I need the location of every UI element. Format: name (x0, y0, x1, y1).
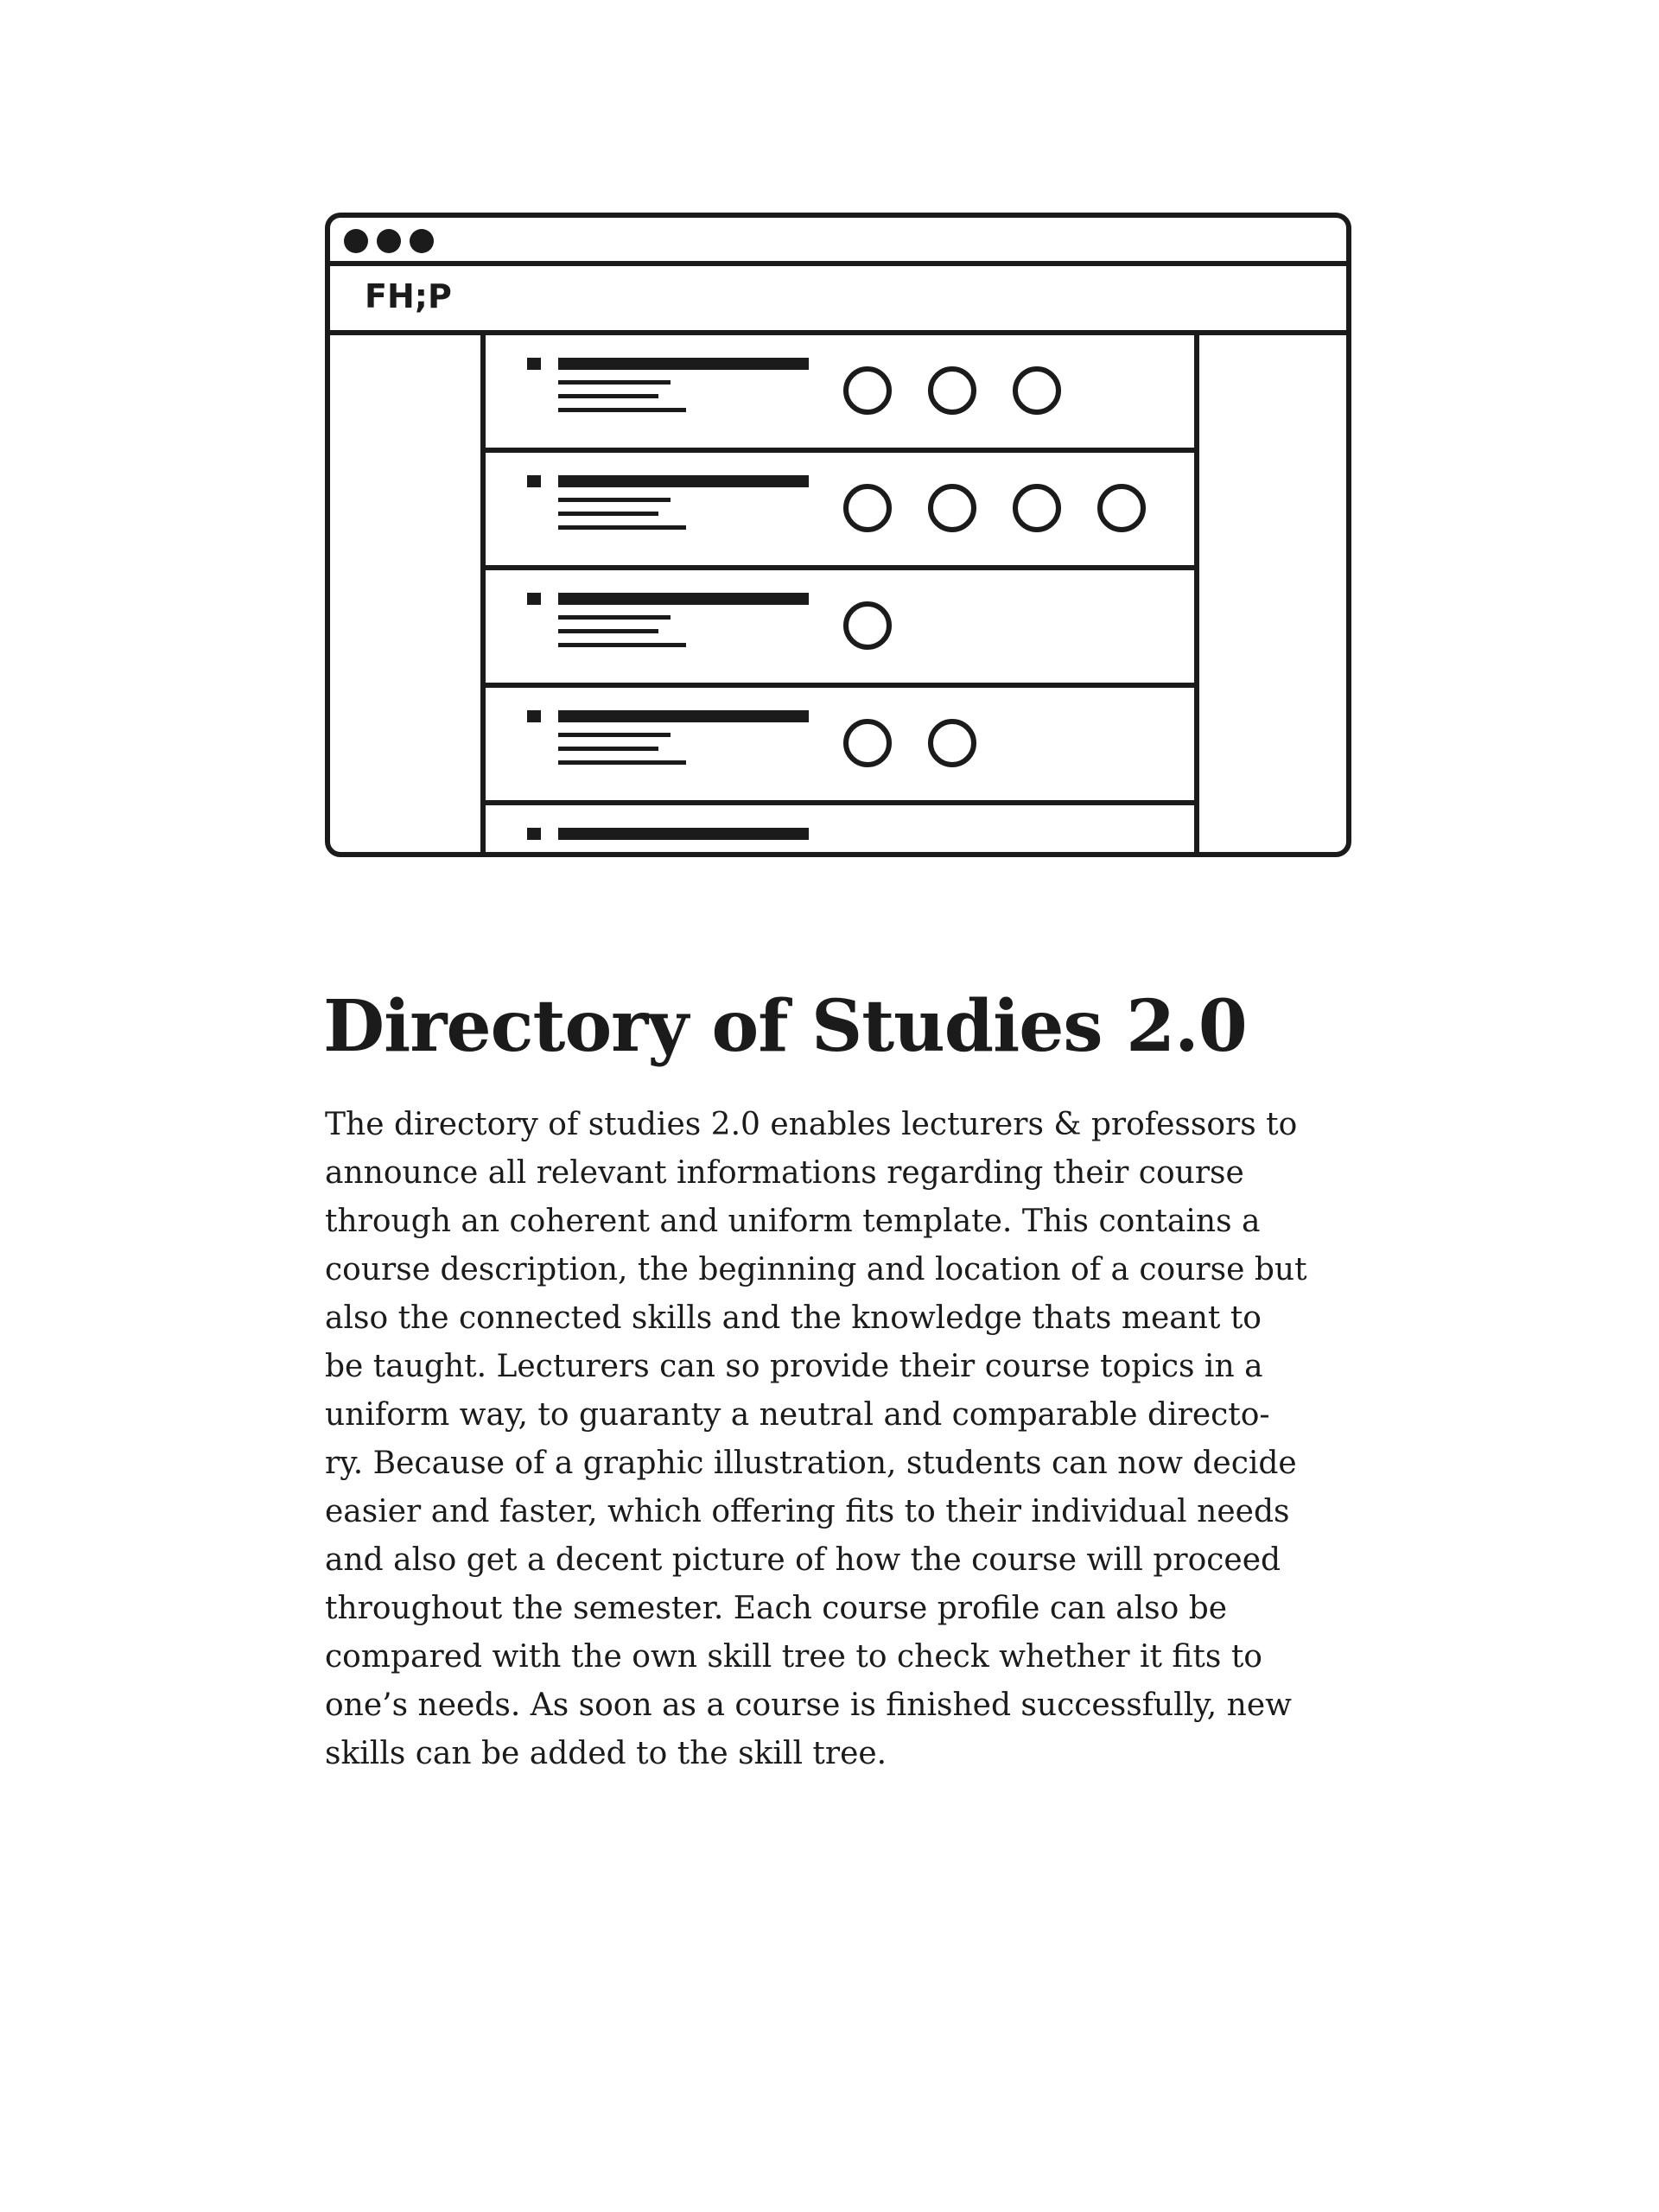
skill-circle-icon (928, 484, 976, 532)
description-line: ry. Because of a graphic illustration, students can now decide (325, 1446, 1297, 1481)
window-titlebar (330, 218, 1346, 266)
row-subtitle-bar (558, 643, 686, 647)
row-bullet-icon (527, 475, 541, 487)
description-line: announce all relevant informations regarding their course (325, 1155, 1244, 1191)
row-bullet-icon (527, 828, 541, 840)
browser-window-illustration (325, 213, 1351, 857)
row-title-bar (558, 593, 809, 605)
row-subtitle-bar (558, 380, 671, 385)
row-subtitle-bar (558, 629, 658, 633)
row-subtitle-bar (558, 512, 658, 516)
row-title-bar (558, 828, 809, 840)
row-title-bar (558, 710, 809, 722)
description-line: one’s needs. As soon as a course is finished successfully, new (325, 1688, 1292, 1723)
description-paragraph (325, 1101, 1362, 1778)
row-subtitle-bar (558, 747, 658, 751)
brand-logo: FH;P (365, 277, 452, 315)
row-subtitle-bar (558, 733, 671, 737)
window-control-dot-icon (377, 229, 401, 253)
description-line: also the connected skills and the knowledge thats meant to (325, 1300, 1262, 1336)
description-line: uniform way, to guaranty a neutral and comparable directo- (325, 1397, 1270, 1433)
skill-circle-icon (1013, 484, 1061, 532)
skill-circle-icon (843, 719, 892, 767)
skill-circle-icon (843, 366, 892, 415)
row-divider (486, 565, 1194, 570)
row-divider (486, 800, 1194, 805)
row-divider (486, 683, 1194, 688)
row-subtitle-bar (558, 615, 671, 620)
page-title: Directory of Studies 2.0 (323, 985, 1247, 1068)
skill-circle-icon (1013, 366, 1061, 415)
right-sidebar-divider (1194, 335, 1199, 852)
skill-circle-icon (843, 484, 892, 532)
row-subtitle-bar (558, 760, 686, 765)
description-line: easier and faster, which offering fits to their individual needs (325, 1494, 1290, 1529)
window-control-dot-icon (344, 229, 368, 253)
skill-circle-icon (1097, 484, 1146, 532)
row-subtitle-bar (558, 525, 686, 530)
description-line: course description, the beginning and location of a course but (325, 1252, 1307, 1287)
description-line: throughout the semester. Each course profile can also be (325, 1591, 1228, 1626)
row-bullet-icon (527, 710, 541, 722)
row-bullet-icon (527, 358, 541, 370)
row-title-bar (558, 358, 809, 370)
row-subtitle-bar (558, 408, 686, 412)
description-line: through an coherent and uniform template. This contains a (325, 1204, 1261, 1239)
description-line: be taught. Lecturers can so provide their course topics in a (325, 1349, 1263, 1384)
description-line: compared with the own skill tree to check whether it fits to (325, 1639, 1262, 1675)
row-title-bar (558, 475, 809, 487)
window-control-dot-icon (410, 229, 434, 253)
app-header-bar (330, 266, 1346, 335)
skill-circle-icon (928, 366, 976, 415)
description-line: skills can be added to the skill tree. (325, 1736, 887, 1771)
row-subtitle-bar (558, 394, 658, 398)
description-line: The directory of studies 2.0 enables lecturers & professors to (325, 1107, 1298, 1142)
row-divider (486, 448, 1194, 453)
row-subtitle-bar (558, 498, 671, 502)
left-sidebar-divider (480, 335, 486, 852)
row-bullet-icon (527, 593, 541, 605)
skill-circle-icon (928, 719, 976, 767)
description-line: and also get a decent picture of how the course will proceed (325, 1542, 1281, 1578)
skill-circle-icon (843, 601, 892, 650)
